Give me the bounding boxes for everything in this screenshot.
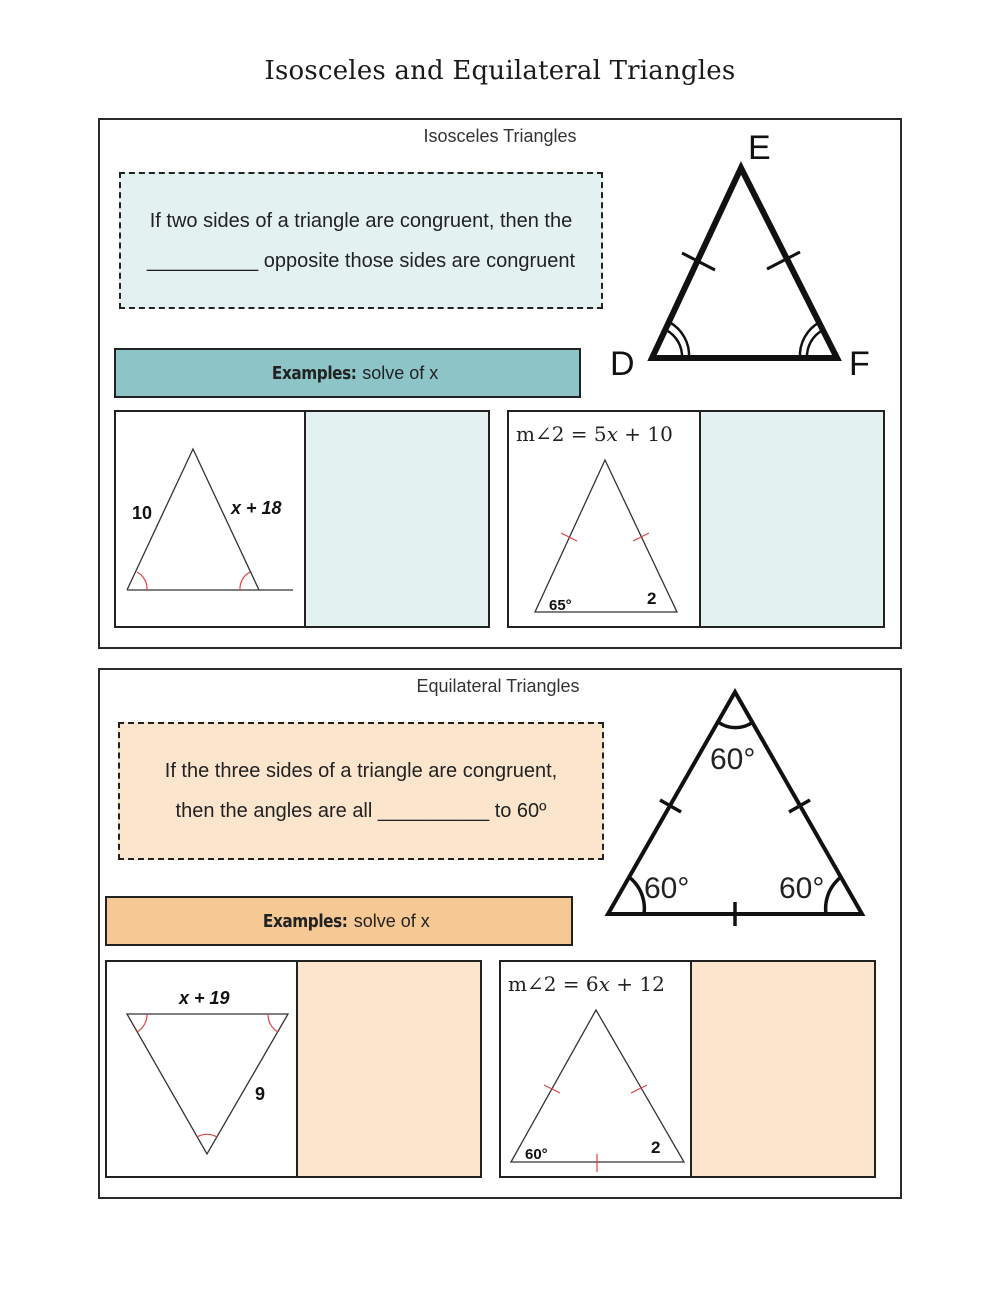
angle-label-right: 60° (779, 872, 825, 905)
equilateral-rule-line2-suffix: to 60º (494, 800, 547, 822)
isosceles-example-2 (507, 410, 885, 628)
equilateral-rule-box (118, 722, 604, 860)
equilateral-rule-line2-prefix: then the angles are all (175, 800, 373, 822)
side-label-top: x + 19 (179, 988, 230, 1008)
examples-label: Examples: (271, 362, 357, 384)
angle-arc-right (826, 877, 841, 914)
isosceles-rule-line1: If two sides of a triangle are congruent, then the (149, 209, 573, 232)
example-figure (107, 962, 298, 1176)
equilateral-example-2 (499, 960, 876, 1178)
angle-2-label: 2 (651, 1138, 661, 1157)
angle-mark-bottom (197, 1134, 217, 1137)
angle-arc-d-inner (666, 330, 682, 358)
answer-area[interactable] (701, 412, 883, 626)
vertex-label-e: E (748, 129, 771, 167)
isosceles-section-title: Isosceles Triangles (423, 126, 577, 146)
examples-instruction: solve of x (353, 910, 430, 931)
answer-area[interactable] (298, 962, 480, 1176)
equation-suffix: + 10 (617, 422, 673, 446)
equilateral-triangle-diagram (598, 682, 878, 932)
isosceles-rule-box (119, 172, 603, 309)
isosceles-triangle-diagram (600, 125, 890, 390)
equilateral-rule-blank[interactable]: __________ (377, 800, 490, 822)
angle-arc-f-inner (807, 330, 823, 358)
equation-prefix: m∠2 = 6 (508, 972, 599, 996)
angle-mark-left (137, 572, 147, 590)
angle-arc-top (718, 722, 753, 728)
side-label-right: 9 (255, 1084, 266, 1104)
isosceles-rule-line2-text: opposite those sides are congruent (263, 249, 576, 272)
equation-suffix: + 12 (609, 972, 665, 996)
example-figure (116, 412, 306, 626)
angle-mark-right (268, 1014, 278, 1032)
example-figure (509, 412, 701, 626)
examples-label: Examples: (263, 910, 348, 932)
tick-mark-left (561, 533, 577, 541)
given-angle-label: 60° (525, 1146, 548, 1163)
example-triangle-svg (501, 962, 690, 1176)
equation-prefix: m∠2 = 5 (516, 422, 607, 446)
side-label-right: x + 18 (231, 498, 282, 518)
equation-variable: x (598, 972, 610, 996)
tick-mark-left (544, 1085, 560, 1093)
examples-instruction: solve of x (362, 362, 439, 383)
equation-variable: x (606, 422, 618, 446)
angle-arc-f-outer (800, 322, 820, 358)
equilateral-section-title: Equilateral Triangles (416, 676, 580, 696)
angle-label-left: 60° (644, 872, 690, 905)
answer-area[interactable] (692, 962, 874, 1176)
tick-mark-right (631, 1085, 647, 1093)
angle-mark-left (137, 1014, 147, 1032)
example-triangle-svg (116, 412, 304, 626)
angle-arc-d-outer (669, 322, 689, 358)
equilateral-rule-line1: If the three sides of a triangle are congruent, (164, 760, 558, 782)
angle-arc-left (629, 877, 644, 914)
equilateral-example-1 (105, 960, 482, 1178)
tick-mark-right (633, 533, 649, 541)
angle-2-label: 2 (647, 589, 657, 608)
example-figure (501, 962, 692, 1176)
answer-area[interactable] (306, 412, 488, 626)
angle-mark-right (240, 572, 250, 590)
vertex-label-f: F (849, 345, 870, 383)
isosceles-examples-bar (114, 348, 581, 398)
example-triangle-svg (107, 962, 296, 1176)
given-angle-label: 65° (549, 597, 572, 614)
page-title: Isosceles and Equilateral Triangles (264, 56, 736, 86)
isosceles-rule-blank[interactable]: __________ (146, 249, 259, 272)
equilateral-rule-line2 (176, 791, 547, 831)
vertex-label-d: D (610, 345, 635, 383)
angle-label-top: 60° (710, 743, 756, 776)
example-triangle-svg (509, 412, 699, 626)
side-label-left: 10 (132, 503, 153, 523)
isosceles-rule-line2 (147, 241, 575, 281)
isosceles-example-1 (114, 410, 490, 628)
equilateral-examples-bar (105, 896, 573, 946)
